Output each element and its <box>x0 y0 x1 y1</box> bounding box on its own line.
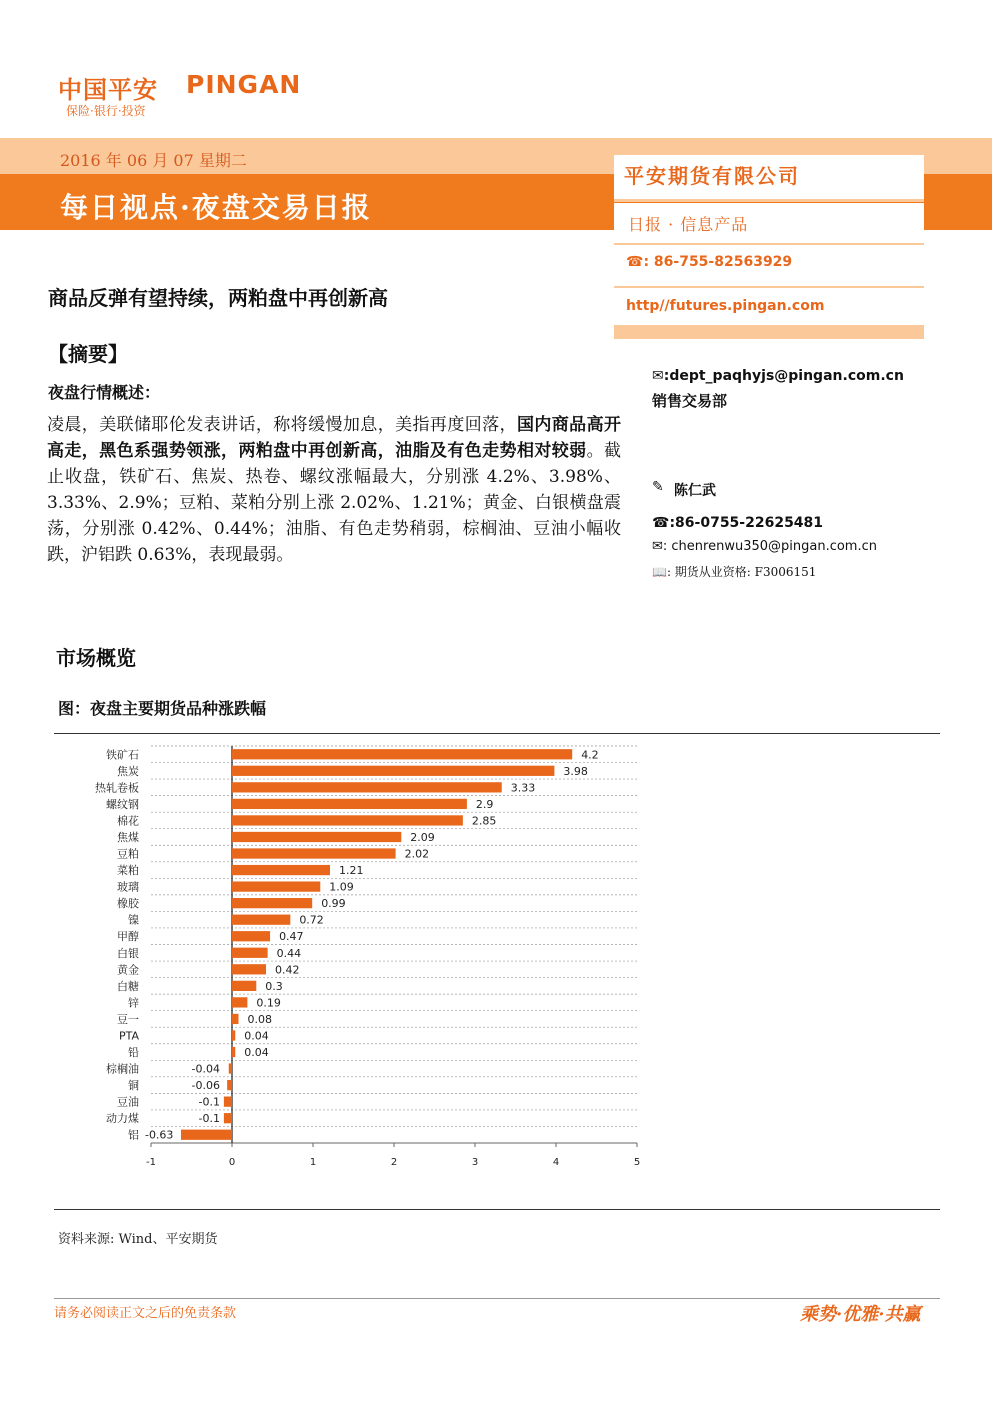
bar-焦炭 <box>232 766 554 776</box>
category-label: PTA <box>118 1029 139 1043</box>
slogan: 乘势·优雅·共赢 <box>800 1304 921 1325</box>
bar-铜 <box>227 1080 232 1090</box>
category-label: 豆一 <box>117 1012 139 1026</box>
bar-热轧卷板 <box>232 782 502 792</box>
category-label: 橡胶 <box>117 897 139 911</box>
category-label: 黄金 <box>117 963 139 977</box>
bar-镍 <box>232 915 290 925</box>
bar-豆一 <box>232 1014 238 1024</box>
bar-豆油 <box>224 1097 232 1107</box>
paragraph-emphasis: 国内商品高开高走，黑色系强势领涨，两粕盘中再创新高，油脂及有色走势相对较弱 <box>47 415 621 461</box>
data-label: 0.19 <box>256 996 281 1010</box>
data-label: -0.06 <box>191 1079 220 1093</box>
figure-bottom-rule <box>54 1209 940 1210</box>
category-label: 铅 <box>128 1046 139 1060</box>
report-date: 2016 年 06 月 07 星期二 <box>60 151 247 170</box>
category-label: 锌 <box>128 996 139 1010</box>
category-label: 棕榈油 <box>106 1062 139 1076</box>
analyst-license: 📖: 期货从业资格: F3006151 <box>652 565 817 579</box>
category-label: 镍 <box>128 913 139 927</box>
data-label: 0.99 <box>321 897 346 911</box>
headline: 商品反弹有望持续，两粕盘中再创新高 <box>48 286 388 310</box>
data-label: 2.02 <box>404 847 430 861</box>
bar-橡胶 <box>232 898 312 908</box>
data-label: 0.72 <box>299 913 324 927</box>
company-phone: ☎: 86-755-82563929 <box>626 254 793 270</box>
x-tick-label: 5 <box>633 1157 641 1168</box>
analyst-email[interactable]: ✉: chenrenwu350@pingan.com.cn <box>652 539 877 554</box>
bar-甲醇 <box>232 931 270 941</box>
company-url[interactable]: http//futures.pingan.com <box>626 298 825 314</box>
overview-paragraph <box>47 412 621 568</box>
data-label: -0.1 <box>198 1095 220 1109</box>
category-label: 甲醇 <box>117 930 139 944</box>
bar-chart <box>54 736 674 1176</box>
dept-name: 销售交易部 <box>652 392 728 410</box>
x-tick-label: 1 <box>309 1157 317 1168</box>
category-label: 铁矿石 <box>106 748 139 762</box>
data-label: 0.04 <box>244 1046 269 1060</box>
x-tick-label: 3 <box>471 1157 479 1168</box>
panel-divider <box>614 286 924 288</box>
bar-螺纹钢 <box>232 799 467 809</box>
data-label: 2.85 <box>471 814 497 828</box>
report-type: 日报 · 信息产品 <box>628 215 749 234</box>
data-label: 1.21 <box>339 864 364 878</box>
data-label: 0.42 <box>275 963 300 977</box>
logo-chinese: 中国平安 <box>58 76 158 104</box>
disclaimer-link[interactable]: 请务必阅读正文之后的免责条款 <box>54 1306 237 1321</box>
paragraph-part: 。截止收盘，铁矿石、焦炭、热卷、螺纹涨幅最大，分别涨 4.2%、3.98%、3.33%、2.9%；豆粕、菜粕分别上涨 2.02%、1.21%；黄金、白银横盘震荡，分别涨 0.42%、0.44%；油脂、有色走势稍弱，棕榈油、豆油小幅收跌，沪铝跌 0.63%，表现最弱。 <box>47 441 621 565</box>
data-label: 3.33 <box>510 781 536 795</box>
category-label: 白糖 <box>117 979 139 993</box>
data-label: 0.47 <box>279 930 304 944</box>
overview-label: 夜盘行情概述： <box>48 383 161 402</box>
category-label: 焦炭 <box>117 764 139 778</box>
bar-菜粕 <box>232 865 330 875</box>
data-label: 3.98 <box>563 764 588 778</box>
paragraph-part: 凌晨，美联储耶伦发表讲话，称将缓慢加息，美指再度回落， <box>47 415 517 435</box>
data-source: 资料来源: Wind、平安期货 <box>58 1232 218 1247</box>
analyst-name: 陈仁武 <box>674 483 716 499</box>
report-title: 每日视点·夜盘交易日报 <box>60 191 372 224</box>
bar-锌 <box>232 997 247 1007</box>
bar-棕榈油 <box>229 1063 232 1073</box>
x-tick-label: 2 <box>390 1157 398 1168</box>
company-name: 平安期货有限公司 <box>624 164 800 188</box>
category-label: 铝 <box>128 1128 139 1142</box>
category-label: 菜粕 <box>117 864 139 878</box>
figure-title: 图：夜盘主要期货品种涨跌幅 <box>58 699 267 718</box>
bar-焦煤 <box>232 832 401 842</box>
x-tick-label: -1 <box>146 1157 156 1168</box>
category-label: 玻璃 <box>117 880 139 894</box>
data-label: 0.04 <box>244 1029 269 1043</box>
category-label: 热轧卷板 <box>95 781 139 795</box>
x-tick-label: 0 <box>228 1157 236 1168</box>
panel-divider-bar <box>614 325 924 339</box>
category-label: 豆粕 <box>117 847 139 861</box>
bar-棉花 <box>232 815 463 825</box>
logo-tagline: 保险·银行·投资 <box>66 104 146 118</box>
bar-白糖 <box>232 981 256 991</box>
data-label: 2.09 <box>410 830 435 844</box>
category-label: 动力煤 <box>106 1112 139 1126</box>
figure-top-rule <box>54 733 940 734</box>
dept-email[interactable]: ✉:dept_paqhyjs@pingan.com.cn <box>652 368 904 384</box>
data-label: 2.9 <box>475 797 494 811</box>
bar-豆粕 <box>232 848 396 858</box>
bar-白银 <box>232 948 268 958</box>
category-label: 白银 <box>117 946 139 960</box>
data-label: -0.63 <box>144 1128 174 1142</box>
category-label: 豆油 <box>117 1095 139 1109</box>
data-label: 0.44 <box>276 946 302 960</box>
bar-动力煤 <box>224 1113 232 1123</box>
bar-铁矿石 <box>232 749 572 759</box>
analyst-phone: ☎:86-0755-22625481 <box>652 515 824 531</box>
bar-黄金 <box>232 964 266 974</box>
bar-玻璃 <box>232 881 320 891</box>
category-label: 焦煤 <box>117 830 139 844</box>
bar-铅 <box>232 1047 235 1057</box>
data-label: 1.09 <box>329 880 354 894</box>
abstract-label: 【摘要】 <box>48 342 128 366</box>
pencil-icon: ✎ <box>652 479 664 495</box>
category-label: 螺纹钢 <box>106 797 139 811</box>
panel-divider <box>614 243 924 245</box>
panel-divider <box>614 199 924 202</box>
data-label: 0.08 <box>247 1012 272 1026</box>
data-label: 4.2 <box>581 748 599 762</box>
bar-铝 <box>181 1130 232 1140</box>
data-label: -0.04 <box>191 1062 220 1076</box>
bar-PTA <box>232 1030 235 1040</box>
section-title: 市场概览 <box>56 646 136 670</box>
category-label: 铜 <box>128 1079 139 1093</box>
data-label: 0.3 <box>265 979 283 993</box>
logo-english: PINGAN <box>186 70 302 99</box>
x-tick-label: 4 <box>552 1157 560 1168</box>
footer-rule <box>54 1298 940 1299</box>
data-label: -0.1 <box>198 1112 220 1126</box>
category-label: 棉花 <box>117 814 139 828</box>
